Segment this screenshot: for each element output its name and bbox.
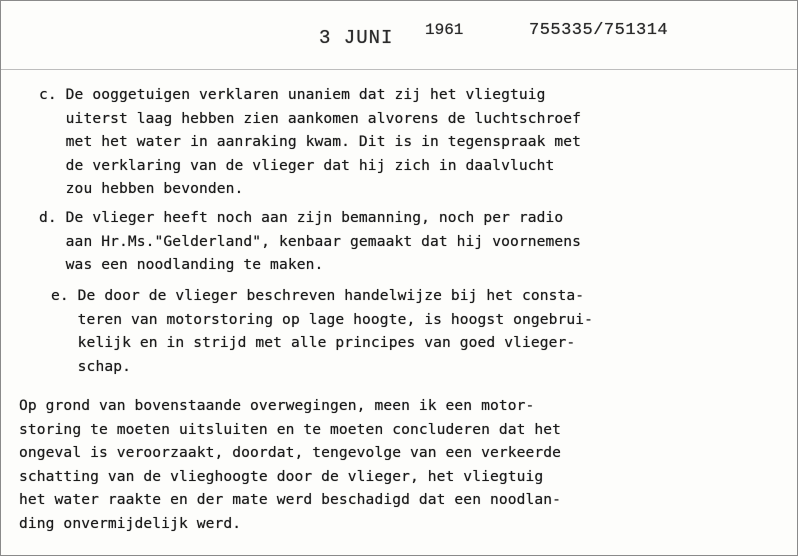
text-line: uiterst laag hebben zien aankomen alvorens de luchtschroef [65, 109, 582, 127]
text-line: zou hebben bevonden. [65, 180, 244, 198]
paragraph-item-c [39, 83, 581, 201]
text-line: schatting van de vlieghoogte door de vlieger, het vliegtuig [19, 467, 544, 485]
text-line: De door de vlieger beschreven handelwijze bij het consta- [77, 287, 585, 304]
text-line: storing te moeten uitsluiten en te moeten concluderen dat het [19, 420, 562, 438]
text-line: kelijk en in strijd met alle principes van goed vlieger- [77, 334, 576, 352]
paragraph-item-e [51, 284, 593, 378]
paragraph-item-d [39, 206, 581, 277]
item-marker: e. [51, 287, 69, 304]
text-line: ding onvermijdelijk werd. [19, 514, 242, 532]
text-line: was een noodlanding te maken. [65, 256, 324, 274]
text-line: teren van motorstoring op lage hoogte, is hoogst ongebrui- [77, 310, 594, 328]
text-line: ongeval is veroorzaakt, doordat, tengevolge van een verkeerde [19, 444, 562, 462]
conclusion-paragraph [19, 394, 561, 536]
year-stamp: 1961 [425, 21, 464, 39]
date-stamp: 3 JUNI [319, 27, 394, 49]
text-line: aan Hr.Ms."Gelderland", kenbaar gemaakt dat hij voornemens [65, 232, 582, 250]
text-line: De ooggetuigen verklaren unaniem dat zij het vliegtuig [65, 86, 546, 103]
text-line: de verklaring van de vlieger dat hij zich in daalvlucht [65, 156, 555, 174]
text-line: Op grond van bovenstaande overwegingen, meen ik een motor- [19, 397, 535, 414]
text-line: het water raakte en der mate werd beschadigd dat een noodlan- [19, 491, 562, 509]
item-marker: c. [39, 86, 57, 103]
text-line: schap. [77, 357, 131, 375]
reference-number: 755335/751314 [529, 21, 669, 40]
item-marker: d. [39, 209, 57, 226]
text-line: met het water in aanraking kwam. Dit is in tegenspraak met [65, 133, 582, 151]
document-header [1, 15, 797, 55]
text-line: De vlieger heeft noch aan zijn bemanning, noch per radio [65, 209, 564, 226]
header-divider [1, 69, 797, 70]
